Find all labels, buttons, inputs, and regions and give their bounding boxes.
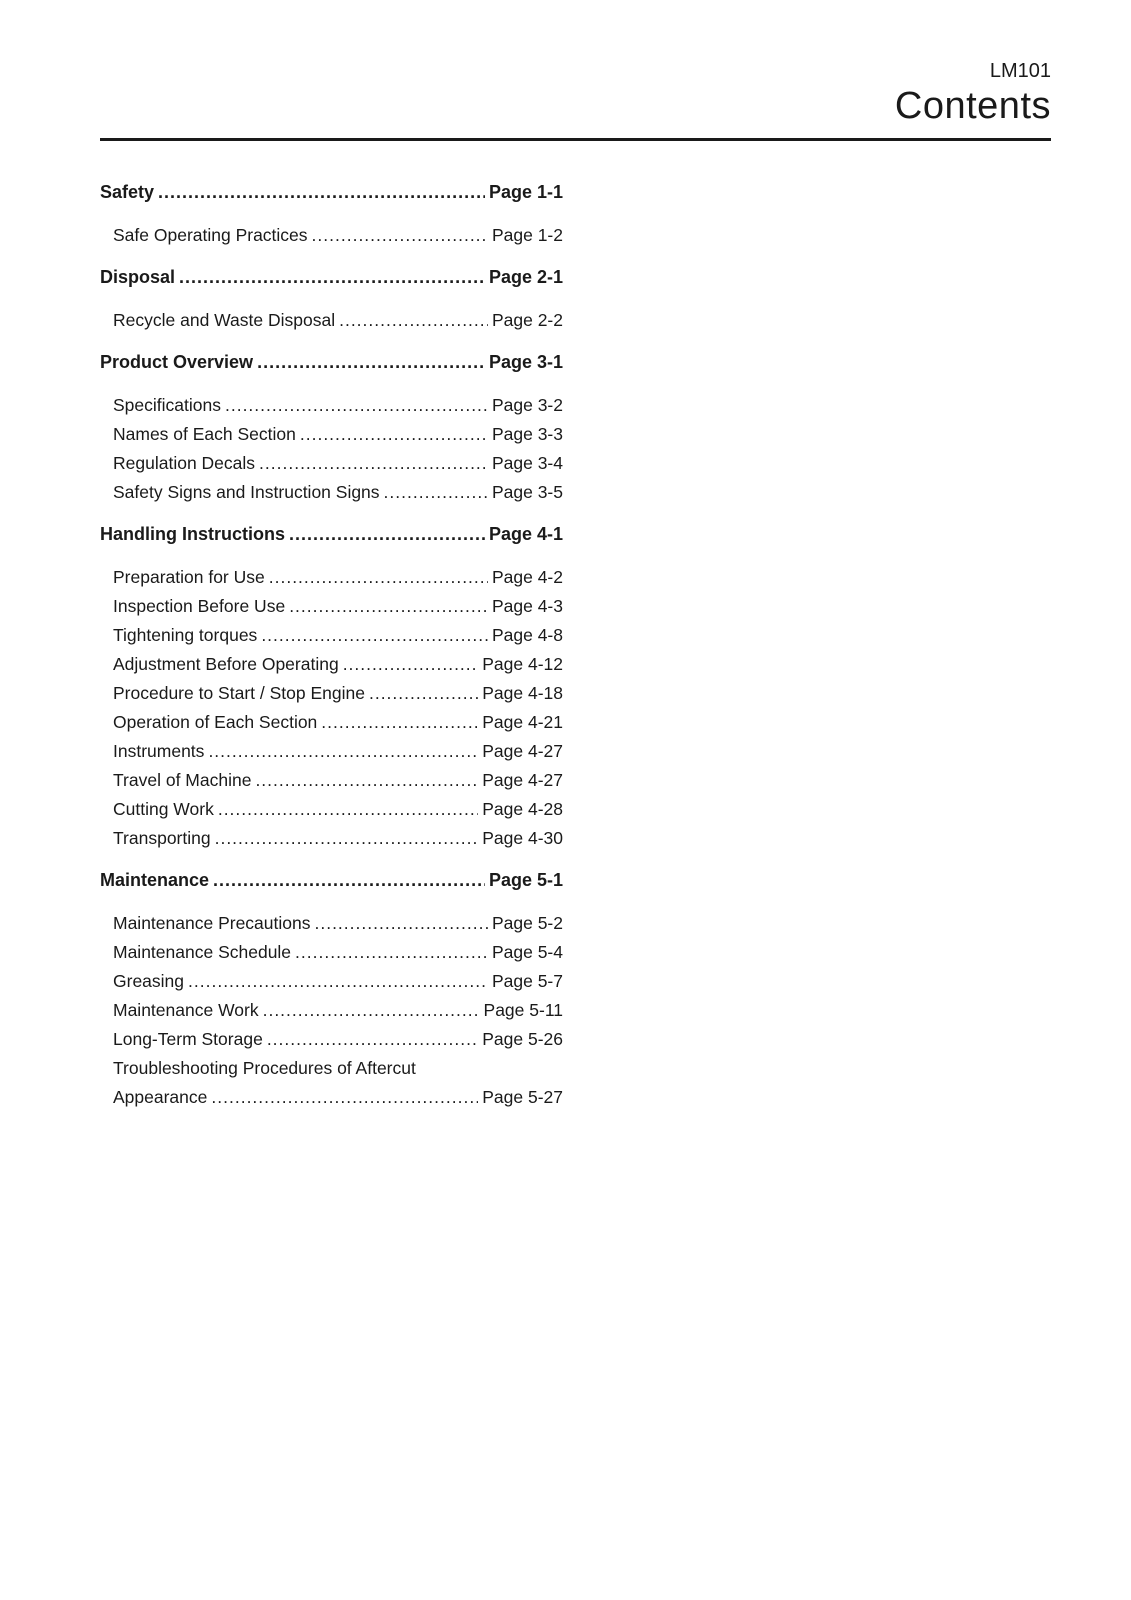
toc-entry: [100, 221, 563, 250]
toc-entry: [100, 866, 563, 895]
toc-leader-dots: [289, 592, 488, 621]
toc-entry-label: Inspection Before Use: [113, 596, 286, 616]
toc-entry-page: Page 4-8: [491, 625, 563, 645]
toc-entry-label: Regulation Decals: [113, 453, 256, 473]
toc-leader-dots: [257, 348, 485, 377]
toc-leader-dots: [343, 650, 479, 679]
toc-entry: [100, 967, 563, 996]
toc-entry: [100, 348, 563, 377]
toc-entry-page: Page 4-27: [482, 741, 563, 761]
toc-entry: [100, 909, 563, 938]
toc-entry: [100, 478, 563, 507]
toc-entry-page: Page 3-3: [491, 424, 563, 444]
toc-entry-label: Transporting: [113, 828, 211, 848]
toc-entry-page: Page 4-3: [491, 596, 563, 616]
toc-leader-dots: [321, 708, 478, 737]
toc-entry-label: Operation of Each Section: [113, 712, 318, 732]
toc-leader-dots: [188, 967, 488, 996]
toc-entry-page: Page 4-21: [482, 712, 563, 732]
toc-entry-label: Maintenance: [100, 870, 210, 890]
toc-entry-label: Recycle and Waste Disposal: [113, 310, 336, 330]
toc-entry: [100, 263, 563, 292]
toc-leader-dots: [289, 520, 485, 549]
toc-entry-page: Page 5-1: [488, 870, 563, 890]
toc-entry: [100, 824, 563, 853]
toc-entry-page: Page 3-4: [491, 453, 563, 473]
toc-entry-page: Page 1-1: [488, 182, 563, 202]
toc-entry: [100, 1025, 563, 1054]
toc-entry-label: Specifications: [113, 395, 221, 415]
toc-entry-page: Page 2-1: [488, 267, 563, 287]
toc-entry-label: Appearance: [113, 1087, 208, 1107]
toc-leader-dots: [255, 766, 478, 795]
toc-entry-page: Page 4-2: [491, 567, 563, 587]
toc-leader-dots: [213, 866, 485, 895]
toc-entry: [100, 996, 563, 1025]
toc-entry: [100, 795, 563, 824]
toc-leader-dots: [369, 679, 478, 708]
toc-entry-page: Page 3-5: [491, 482, 563, 502]
toc-leader-dots: [208, 737, 478, 766]
toc-leader-dots: [158, 178, 485, 207]
toc-entry: [100, 1083, 563, 1112]
toc-entry-label: Greasing: [113, 971, 185, 991]
toc-leader-dots: [339, 306, 488, 335]
toc-entry-label: Safety Signs and Instruction Signs: [113, 482, 380, 502]
toc-leader-dots: [218, 795, 478, 824]
toc-entry-label: Tightening torques: [113, 625, 258, 645]
toc-entry: [100, 563, 563, 592]
toc-entry: [100, 420, 563, 449]
toc-leader-dots: [215, 824, 479, 853]
toc-entry-page: Page 4-18: [482, 683, 563, 703]
toc-leader-dots: [225, 391, 488, 420]
toc-leader-dots: [269, 563, 488, 592]
toc-entry-label: Adjustment Before Operating: [113, 654, 339, 674]
toc-entry-label: Names of Each Section: [113, 424, 296, 444]
toc-entry-label: Handling Instructions: [100, 524, 286, 544]
toc-entry: [100, 520, 563, 549]
toc-entry-label: Preparation for Use: [113, 567, 265, 587]
toc-entry-page: Page 3-1: [488, 352, 563, 372]
toc-entry-page: Page 2-2: [491, 310, 563, 330]
toc-entry-label: Procedure to Start / Stop Engine: [113, 683, 365, 703]
toc-entry: [100, 737, 563, 766]
toc-entry-page: Page 5-26: [482, 1029, 563, 1049]
toc-leader-dots: [263, 996, 480, 1025]
toc-entry: [100, 1054, 563, 1083]
toc-entry-page: Page 5-2: [491, 913, 563, 933]
toc-leader-dots: [384, 478, 488, 507]
toc-entry-label: Cutting Work: [113, 799, 214, 819]
page-header: [100, 58, 1051, 141]
toc-entry-label: Long-Term Storage: [113, 1029, 263, 1049]
toc-entry-page: Page 1-2: [491, 225, 563, 245]
toc-leader-dots: [211, 1083, 478, 1112]
toc-leader-dots: [261, 621, 488, 650]
toc-entry: [100, 178, 563, 207]
toc-entry-label: Maintenance Work: [113, 1000, 259, 1020]
toc-entry-page: Page 5-27: [482, 1087, 563, 1107]
toc-entry: [100, 391, 563, 420]
toc-leader-dots: [259, 449, 488, 478]
toc-entry-page: Page 4-12: [482, 654, 563, 674]
toc-entry: [100, 621, 563, 650]
toc-entry-page: Page 5-4: [491, 942, 563, 962]
toc-entry-label: Maintenance Precautions: [113, 913, 311, 933]
toc-entry-label: Product Overview: [100, 352, 254, 372]
toc-entry: [100, 708, 563, 737]
toc-leader-dots: [179, 263, 485, 292]
page-title: Contents: [894, 85, 1051, 127]
toc-entry: [100, 679, 563, 708]
toc-list: [100, 165, 563, 1112]
toc-entry-label: Safe Operating Practices: [113, 225, 308, 245]
toc-leader-dots: [267, 1025, 478, 1054]
toc-entry-label: Safety: [100, 182, 155, 202]
toc-entry: [100, 306, 563, 335]
toc-leader-dots: [300, 420, 488, 449]
toc-entry-label: Instruments: [113, 741, 205, 761]
toc-leader-dots: [312, 221, 488, 250]
toc-entry-label: Disposal: [100, 267, 176, 287]
model-number: LM101: [989, 60, 1051, 82]
toc-entry-page: Page 5-7: [491, 971, 563, 991]
toc-leader-dots: [314, 909, 487, 938]
toc-entry: [100, 449, 563, 478]
toc-entry: [100, 650, 563, 679]
toc-leader-dots: [295, 938, 488, 967]
toc-entry: [100, 938, 563, 967]
toc-entry-page: Page 4-27: [482, 770, 563, 790]
toc-entry: [100, 592, 563, 621]
toc-entry-label: Troubleshooting Procedures of Aftercut: [113, 1058, 416, 1078]
toc-entry-page: Page 4-30: [482, 828, 563, 848]
toc-entry-page: Page 4-28: [482, 799, 563, 819]
toc-entry-page: Page 3-2: [491, 395, 563, 415]
toc-entry-page: Page 5-11: [483, 1000, 563, 1020]
toc-entry-page: Page 4-1: [488, 524, 563, 544]
toc-entry-label: Travel of Machine: [113, 770, 252, 790]
toc-entry: [100, 766, 563, 795]
toc-entry-label: Maintenance Schedule: [113, 942, 292, 962]
